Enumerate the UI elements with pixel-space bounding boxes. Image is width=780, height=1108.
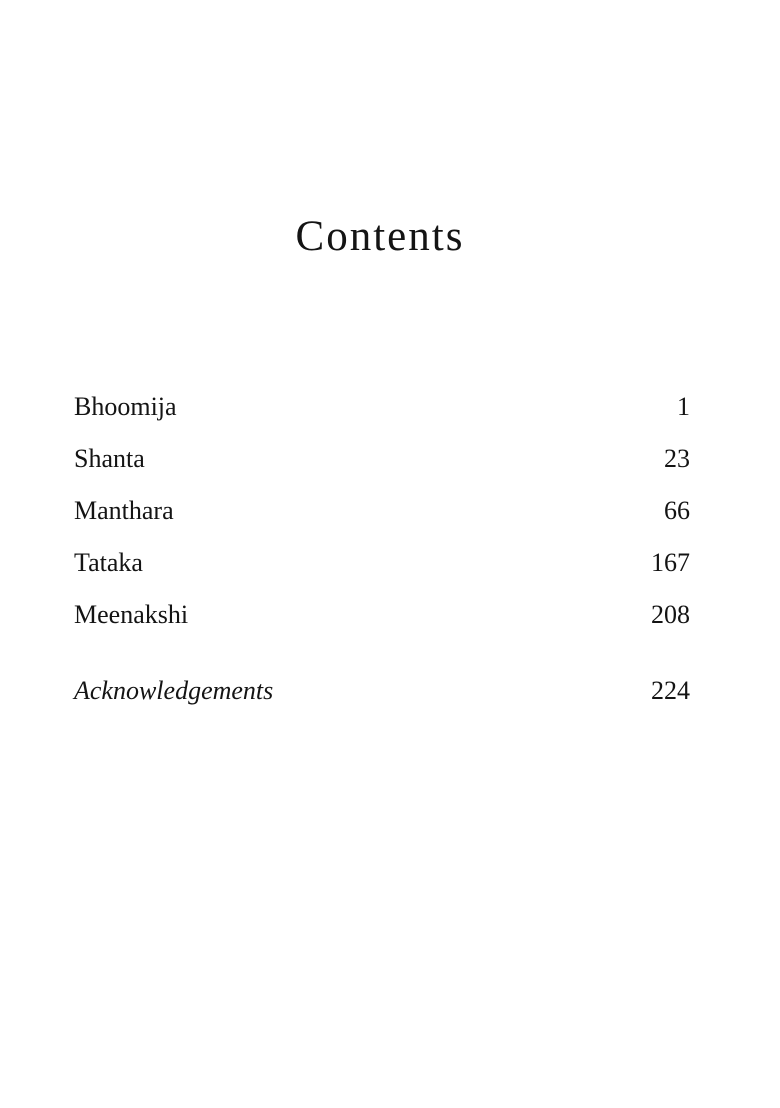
toc-entry-page-number: 224 [651,676,690,705]
toc-entry-title: Bhoomija [74,392,177,421]
toc-entry-title: Acknowledgements [74,676,274,705]
toc-entry-meenakshi [74,600,690,652]
toc-entry-page-number: 66 [664,496,690,525]
toc-entry-tataka [74,548,690,600]
toc-entry-title: Manthara [74,496,174,525]
toc-entry-page-number: 1 [677,392,690,421]
table-of-contents [74,392,690,728]
toc-entry-manthara [74,496,690,548]
toc-entry-bhoomija [74,392,690,444]
toc-entry-shanta [74,444,690,496]
toc-entry-title: Meenakshi [74,600,189,629]
toc-entry-title: Tataka [74,548,143,577]
toc-entry-title: Shanta [74,444,145,473]
toc-entry-page-number: 23 [664,444,690,473]
toc-entry-page-number: 208 [651,600,690,629]
toc-entry-acknowledgements [74,676,690,728]
toc-entry-page-number: 167 [651,548,690,577]
page-title: Contents [295,213,465,260]
